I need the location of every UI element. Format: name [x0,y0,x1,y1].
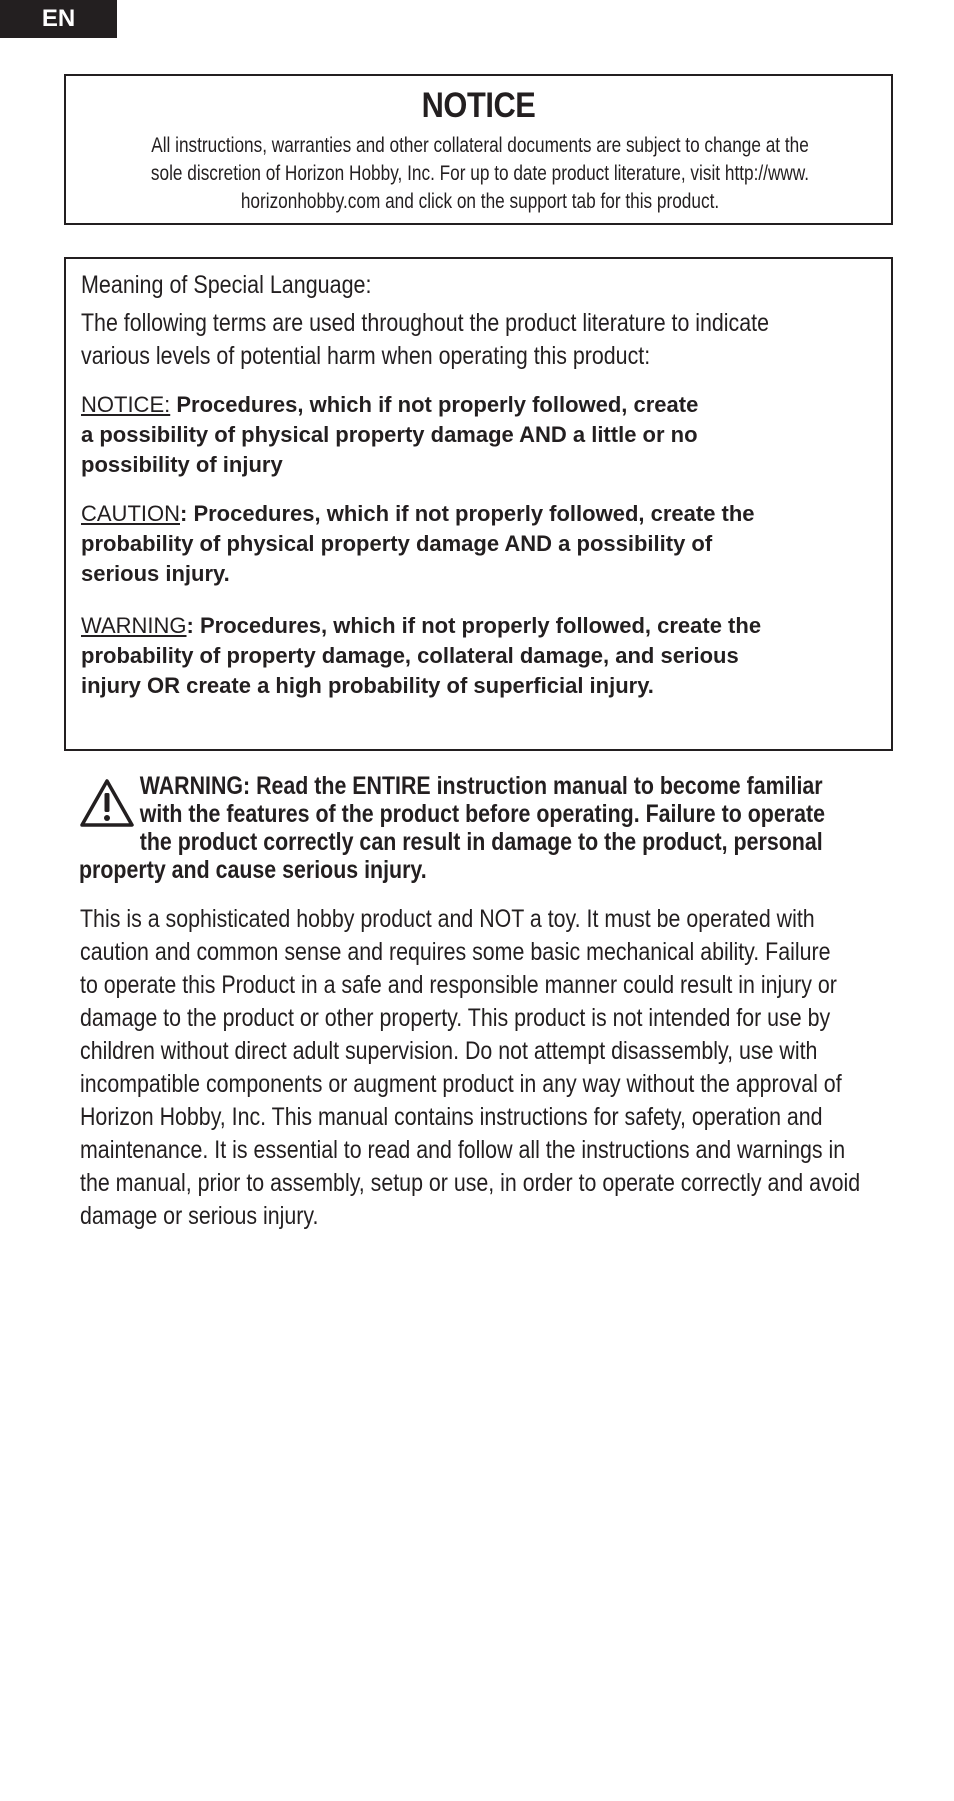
warning-line: the product correctly can result in damage to the product, personal [139,828,823,856]
term-text: possibility of injury [81,452,283,477]
paragraph-line: damage to the product or other property. This product is not intended for use by [80,1004,831,1032]
warning-line: property and cause serious injury. [79,856,427,884]
notice-line: sole discretion of Horizon Hobby, Inc. For up to date product literature, visit http://www. [150,162,810,185]
term-key-notice: NOTICE: [81,392,171,417]
term-text: a possibility of physical property damage AND a little or no [81,422,698,447]
notice-box [64,74,893,225]
term-notice [81,390,841,480]
term-text: injury OR create a high probability of superficial injury. [81,673,654,698]
paragraph-line: the manual, prior to assembly, setup or use, in order to operate correctly and avoid [80,1169,861,1197]
paragraph-line: Horizon Hobby, Inc. This manual contains instructions for safety, operation and [80,1103,823,1131]
language-tab: EN [0,0,117,38]
notice-line: All instructions, warranties and other collateral documents are subject to change at the [151,134,809,157]
paragraph-line: children without direct adult supervision. Do not attempt disassembly, use with [80,1037,818,1065]
term-warning [81,611,841,701]
warning-line: with the features of the product before operating. Failure to operate [139,800,825,828]
notice-title: NOTICE [421,86,536,125]
intro-line: The following terms are used throughout the product literature to indicate [81,309,769,337]
term-key-caution: CAUTION [81,501,180,526]
notice-line: horizonhobby.com and click on the support tab for this product. [240,190,720,213]
intro-line: various levels of potential harm when operating this product: [81,342,651,370]
special-language-box [64,257,893,751]
warning-line: WARNING: Read the ENTIRE instruction manual to become familiar [139,772,823,800]
special-language-title: Meaning of Special Language: [81,271,372,299]
term-caution [81,499,841,589]
term-text: Procedures, which if not properly followed, create [170,392,699,417]
term-key-warning: WARNING [81,613,187,638]
safety-paragraph [80,903,867,1233]
notice-text [111,132,849,216]
paragraph-line: damage or serious injury. [80,1202,319,1230]
term-text: : Procedures, which if not properly followed, create the [186,613,762,638]
term-text: : Procedures, which if not properly followed, create the [180,501,755,526]
term-text: serious injury. [81,561,230,586]
paragraph-line: caution and common sense and requires some basic mechanical ability. Failure [80,938,831,966]
term-text: probability of physical property damage AND a possibility of [81,531,713,556]
paragraph-line: This is a sophisticated hobby product and NOT a toy. It must be operated with [80,905,815,933]
paragraph-line: to operate this Product in a safe and responsible manner could result in injury or [80,971,837,999]
term-text: probability of property damage, collateral damage, and serious [81,643,739,668]
paragraph-line: maintenance. It is essential to read and follow all the instructions and warnings in [80,1136,846,1164]
paragraph-line: incompatible components or augment product in any way without the approval of [80,1070,842,1098]
special-language-intro [81,307,885,373]
warning-text [79,772,896,884]
